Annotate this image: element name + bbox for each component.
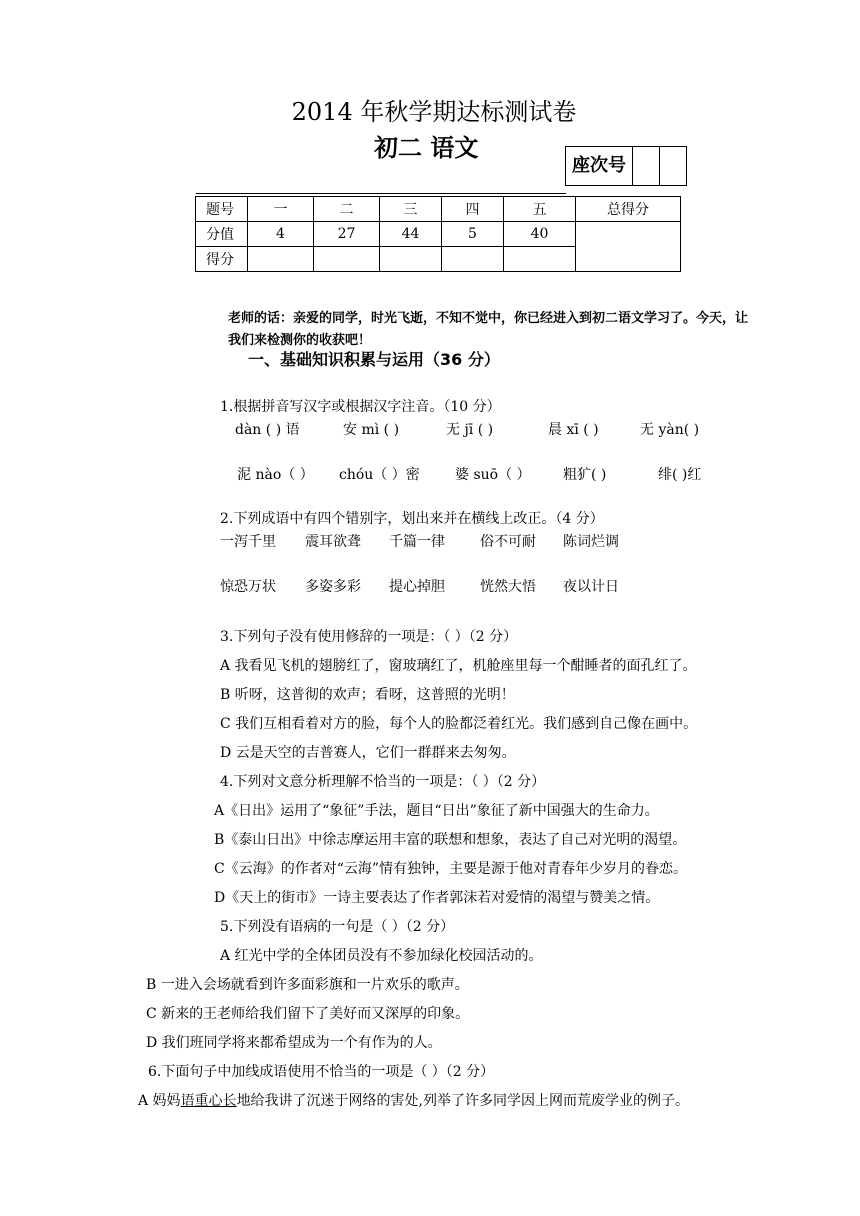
value-label: 分值 bbox=[196, 222, 248, 247]
idiom-item: 陈词烂调 bbox=[563, 534, 619, 550]
score-table bbox=[195, 196, 681, 272]
total-score-cell bbox=[576, 222, 681, 272]
pinyin-item: 泥 nào（ ） bbox=[237, 467, 314, 483]
table-cell: 5 bbox=[442, 222, 504, 247]
pinyin-item: 婆 suō（ ） bbox=[455, 467, 531, 483]
column-header: 三 bbox=[380, 197, 442, 222]
option-d: D 我们班同学将来都希望成为一个有作为的人。 bbox=[146, 1035, 442, 1051]
option-d: D《天上的街市》一诗主要表达了作者郭沫若对爱情的渴望与赞美之情。 bbox=[214, 890, 660, 906]
option-c: C 我们互相看着对方的脸，每个人的脸都泛着红光。我们感到自己像在画中。 bbox=[220, 716, 698, 732]
question-stem: 6.下面句子中加线成语使用不恰当的一项是（ ）（2 分） bbox=[148, 1064, 495, 1080]
option-c: C《云海》的作者对“云海”情有独钟，主要是源于他对青春年少岁月的眷恋。 bbox=[214, 861, 688, 877]
option-d: D 云是天空的吉普赛人，它们一群群来去匆匆。 bbox=[220, 745, 516, 761]
table-cell bbox=[248, 247, 314, 272]
seat-number-label: 座次号 bbox=[566, 147, 633, 185]
seat-number-cell bbox=[660, 147, 686, 185]
table-row bbox=[196, 197, 681, 222]
question-stem: 2.下列成语中有四个错别字，划出来并在横线上改正。（4 分） bbox=[220, 511, 604, 527]
pinyin-item: 绯( )红 bbox=[658, 467, 702, 483]
idiom-item: 震耳欲聋 bbox=[305, 534, 361, 550]
pinyin-item: dàn ( ) 语 bbox=[235, 422, 300, 438]
option-a: A 我看见飞机的翅膀红了，窗玻璃红了，机舱座里每一个酣睡者的面孔红了。 bbox=[220, 658, 697, 674]
idiom-item: 一泻千里 bbox=[220, 534, 276, 550]
table-cell bbox=[314, 247, 380, 272]
section-title: 一、基础知识积累与运用（36 分） bbox=[248, 350, 500, 369]
pinyin-item: 晨 xī ( ) bbox=[548, 422, 599, 438]
seat-number-cell bbox=[633, 147, 660, 185]
idiom-item: 多姿多彩 bbox=[305, 579, 361, 595]
question-stem: 4.下列对文意分析理解不恰当的一项是：（ ）（2 分） bbox=[220, 774, 546, 790]
teacher-note: 老师的话：亲爱的同学，时光飞逝，不知不觉中，你已经进入到初二语文学习了。今天，让我们来检测你的收获吧！ bbox=[228, 311, 749, 348]
option-a: A《日出》运用了“象征”手法，题目“日出”象征了新中国强大的生命力。 bbox=[214, 803, 659, 819]
exam-subtitle: 初二 语文 bbox=[374, 134, 479, 162]
seat-number-box bbox=[565, 146, 687, 186]
column-header: 一 bbox=[248, 197, 314, 222]
score-label: 得分 bbox=[196, 247, 248, 272]
question-stem: 5.下列没有语病的一句是（ ）（2 分） bbox=[220, 919, 455, 935]
idiom-item: 惊恐万状 bbox=[220, 579, 276, 595]
idiom-item: 恍然大悟 bbox=[480, 579, 536, 595]
option-b: B 一进入会场就看到许多面彩旗和一片欢乐的歌声。 bbox=[146, 977, 469, 993]
column-header: 二 bbox=[314, 197, 380, 222]
question-stem: 3.下列句子没有使用修辞的一项是：（ ）（2 分） bbox=[220, 629, 518, 645]
idiom-item: 俗不可耐 bbox=[480, 534, 536, 550]
option-text: 地给我讲了沉迷于网络的害处,列举了许多同学因上网而荒废学业的例子。 bbox=[236, 1093, 690, 1109]
table-cell: 40 bbox=[504, 222, 576, 247]
option-b: B 听呀，这普彻的欢声；看呀，这普照的光明！ bbox=[220, 687, 515, 703]
table-cell: 44 bbox=[380, 222, 442, 247]
exam-title: 2014 年秋学期达标测试卷 bbox=[291, 98, 577, 126]
idiom-item: 千篇一律 bbox=[389, 534, 445, 550]
option-b: B《泰山日出》中徐志摩运用丰富的联想和想象，表达了自己对光明的渴望。 bbox=[214, 832, 687, 848]
table-cell: 4 bbox=[248, 222, 314, 247]
table-cell bbox=[442, 247, 504, 272]
option-prefix: A 妈妈 bbox=[138, 1093, 181, 1109]
pinyin-item: 无 yàn( ) bbox=[640, 422, 700, 438]
pinyin-item: 无 jī ( ) bbox=[446, 422, 494, 438]
idiom-item: 提心掉胆 bbox=[389, 579, 445, 595]
table-row bbox=[196, 222, 681, 247]
question-stem: 1.根据拼音写汉字或根据汉字注音。（10 分） bbox=[220, 399, 501, 415]
header-label: 题号 bbox=[196, 197, 248, 222]
option-a bbox=[138, 1090, 689, 1110]
option-c: C 新来的王老师给我们留下了美好而又深厚的印象。 bbox=[146, 1006, 470, 1022]
divider-line bbox=[196, 193, 566, 194]
table-cell: 27 bbox=[314, 222, 380, 247]
column-header: 五 bbox=[504, 197, 576, 222]
column-header: 四 bbox=[442, 197, 504, 222]
table-cell bbox=[380, 247, 442, 272]
pinyin-item: 安 mì ( ) bbox=[343, 422, 400, 438]
option-a: A 红光中学的全体团员没有不参加绿化校园活动的。 bbox=[220, 948, 543, 964]
table-cell bbox=[504, 247, 576, 272]
pinyin-item: 粗犷( ) bbox=[563, 467, 607, 483]
total-label: 总得分 bbox=[576, 197, 681, 222]
pinyin-item: chóu（ ）密 bbox=[339, 467, 420, 483]
idiom-item: 夜以计日 bbox=[563, 579, 619, 595]
underlined-idiom: 语重心长 bbox=[180, 1093, 237, 1109]
